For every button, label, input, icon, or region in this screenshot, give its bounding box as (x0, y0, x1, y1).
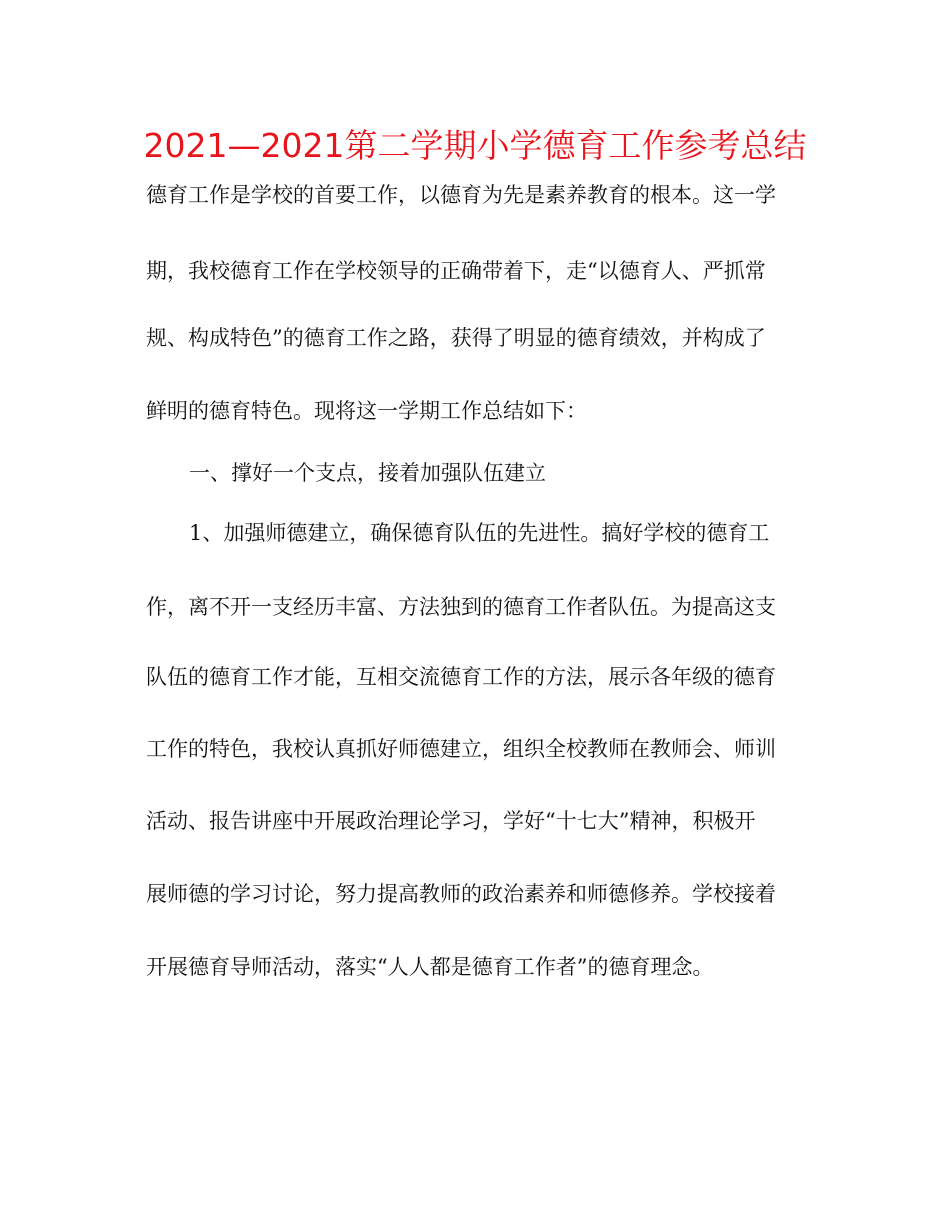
paragraph-line: 队伍的德育工作才能，互相交流德育工作的方法，展示各年级的德育 (146, 665, 776, 689)
paragraph-line: 德育工作是学校的首要工作，以德育为先是素养教育的根本。这一学 (146, 183, 776, 207)
section-heading: 一、撑好一个支点，接着加强队伍建立 (189, 461, 546, 485)
paragraph-line: 开展德育导师活动，落实“人人都是德育工作者”的德育理念。 (146, 955, 714, 979)
paragraph-line: 工作的特色，我校认真抓好师德建立，组织全校教师在教师会、师训 (146, 737, 776, 761)
paragraph-line: 1、加强师德建立，确保德育队伍的先进性。搞好学校的德育工 (189, 521, 770, 545)
document-title: 2021—2021第二学期小学德育工作参考总结 (143, 126, 807, 165)
paragraph-line: 活动、报告讲座中开展政治理论学习，学好“十七大”精神，积极开 (146, 809, 756, 833)
paragraph-line: 作，离不开一支经历丰富、方法独到的德育工作者队伍。为提高这支 (146, 595, 776, 619)
paragraph-line: 展师德的学习讨论，努力提高教师的政治素养和师德修养。学校接着 (146, 882, 776, 906)
paragraph-line: 期，我校德育工作在学校领导的正确带着下，走“以德育人、严抓常 (146, 259, 766, 283)
paragraph-line: 鲜明的德育特色。现将这一学期工作总结如下： (146, 399, 587, 423)
paragraph-line: 规、构成特色”的德育工作之路，获得了明显的德育绩效，并构成了 (146, 326, 766, 350)
